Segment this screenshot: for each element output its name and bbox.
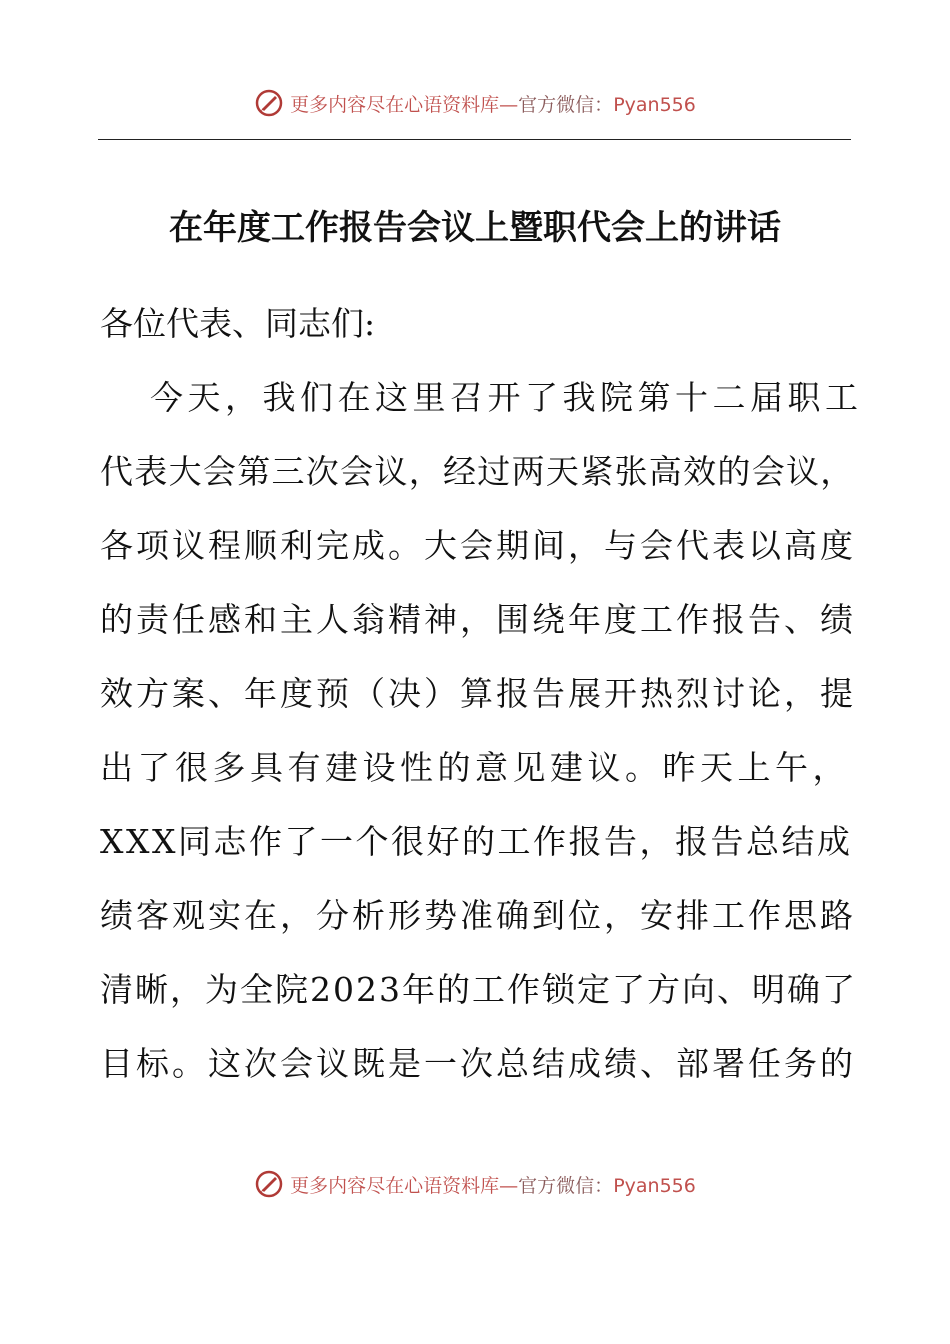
- header-banner-separator: —: [499, 93, 519, 116]
- body-line-1: 今天，我们在这里召开了我院第十二届职工: [150, 378, 863, 417]
- footer-banner-wechat-id: Pyan556: [613, 1174, 696, 1197]
- body-line-7: XXX同志作了一个很好的工作报告，报告总结成: [100, 822, 853, 861]
- footer-banner: [0, 1164, 950, 1204]
- body-line-8: 绩客观实在，分析形势准确到位，安排工作思路: [100, 896, 856, 935]
- header-banner-wechat-id: Pyan556: [613, 93, 696, 116]
- header-banner-wechat-label: 官方微信：: [518, 93, 614, 116]
- pen-logo-icon: [254, 1169, 284, 1199]
- pen-logo-icon: [254, 88, 284, 118]
- body-line-10: 目标。这次会议既是一次总结成绩、部署任务的: [100, 1044, 856, 1083]
- footer-banner-slogan: 更多内容尽在心语资料库: [290, 1174, 500, 1197]
- header-banner-slogan: 更多内容尽在心语资料库: [290, 93, 500, 116]
- header-banner: [0, 83, 950, 123]
- body-line-9: 清晰，为全院2023年的工作锁定了方向、明确了: [100, 970, 857, 1009]
- header-divider: [98, 139, 851, 140]
- footer-banner-separator: —: [499, 1174, 519, 1197]
- body-line-2: 代表大会第三次会议，经过两天紧张高效的会议，: [100, 452, 855, 491]
- footer-banner-text: [290, 1171, 696, 1198]
- body-line-3: 各项议程顺利完成。大会期间，与会代表以高度: [100, 526, 856, 565]
- footer-banner-wechat-label: 官方微信：: [518, 1174, 614, 1197]
- header-banner-text: [290, 90, 696, 117]
- body-line-5: 效方案、年度预（决）算报告展开热烈讨论，提: [100, 674, 856, 713]
- body-line-6: 出了很多具有建设性的意见建议。昨天上午，: [100, 748, 850, 787]
- document-title: 在年度工作报告会议上暨职代会上的讲话: [169, 208, 781, 248]
- salutation: 各位代表、同志们:: [100, 304, 376, 343]
- body-line-4: 的责任感和主人翁精神，围绕年度工作报告、绩: [100, 600, 856, 639]
